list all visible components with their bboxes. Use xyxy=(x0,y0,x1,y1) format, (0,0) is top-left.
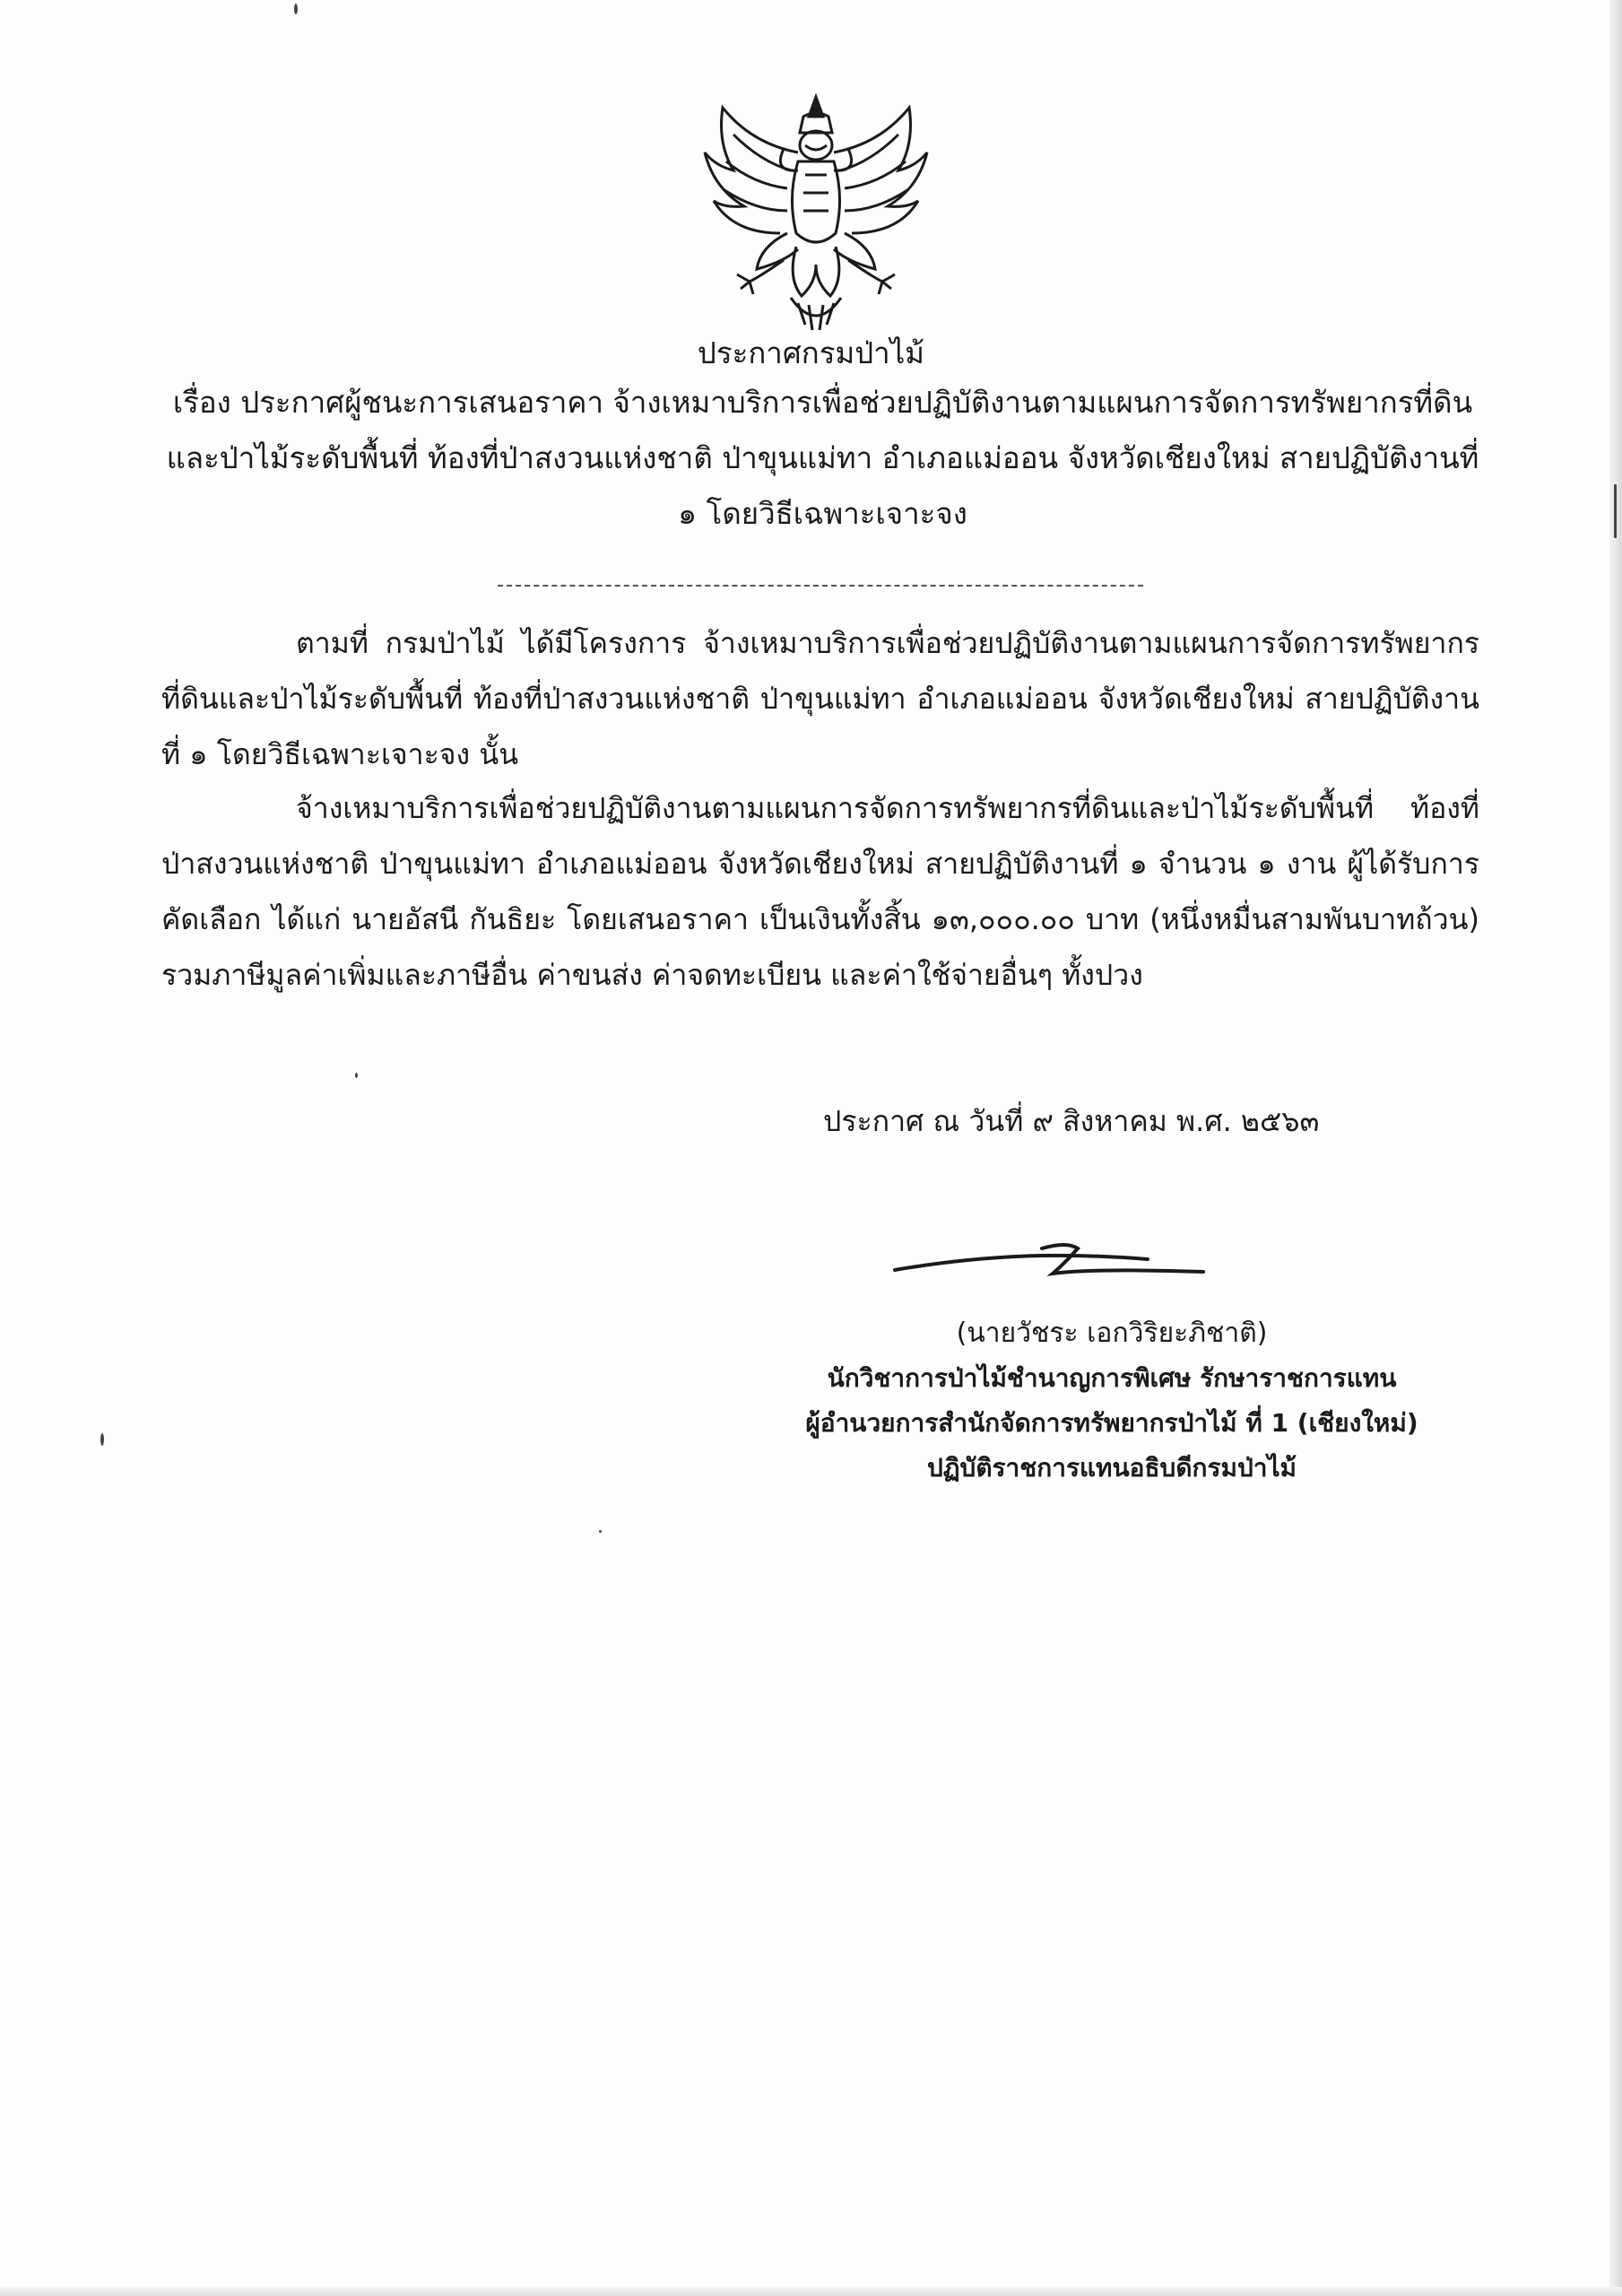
garuda-emblem-icon xyxy=(698,90,935,336)
scan-speck xyxy=(294,4,298,14)
scan-speck xyxy=(599,1530,602,1533)
signature-icon xyxy=(888,1229,1210,1300)
body-paragraph-2: จ้างเหมาบริการเพื่อช่วยปฏิบัติงานตามแผนการจัดการทรัพยากรที่ดินและป่าไม้ระดับพื้นที่ ท้องที่ป่าสงวนแห่งชาติ ป่าขุนแม่ทา อำเภอแม่ออน จังหวัดเชียงใหม่ สายปฏิบัติงานที่ ๑ จำนวน ๑ งาน ผู้ได้รับการคัดเลือก ได้แก่ นายอัสนี กันธิยะ โดยเสนอราคา เป็นเงินทั้งสิ้น ๑๓,๐๐๐.๐๐ บาท (หนึ่งหมื่นสามพันบาทถ้วน) รวมภาษีมูลค่าเพิ่มและภาษีอื่น ค่าขนส่ง ค่าจดทะเบียน และค่าใช้จ่ายอื่นๆ ทั้งปวง xyxy=(161,791,1480,992)
scan-speck xyxy=(355,1073,358,1078)
document-subject: เรื่อง ประกาศผู้ชนะการเสนอราคา จ้างเหมาบริการเพื่อช่วยปฏิบัติงานตามแผนการจัดการทรัพยากรที่ดินและป่าไม้ระดับพื้นที่ ท้องที่ป่าสงวนแห่งชาติ ป่าขุนแม่ทา อำเภอแม่ออน จังหวัดเชียงใหม่ สายปฏิบัติงานที่ ๑ โดยวิธีเฉพาะเจาะจง xyxy=(166,385,1479,531)
signatory-position-3: ปฏิบัติราชการแทนอธิบดีกรมป่าไม้ xyxy=(926,1453,1297,1483)
body-paragraph-1: ตามที่ กรมป่าไม้ ได้มีโครงการ จ้างเหมาบริการเพื่อช่วยปฏิบัติงานตามแผนการจัดการทรัพยากรที่ดินและป่าไม้ระดับพื้นที่ ท้องที่ป่าสงวนแห่งชาติ ป่าขุนแม่ทา อำเภอแม่ออน จังหวัดเชียงใหม่ สายปฏิบัติงานที่ ๑ โดยวิธีเฉพาะเจาะจง นั้น xyxy=(161,626,1479,771)
signatory-position-1: นักวิชาการป่าไม้ชำนาญการพิเศษ รักษาราชการแทน xyxy=(827,1363,1397,1393)
scan-speck xyxy=(100,1433,104,1446)
signatory-name: (นายวัชระ เอกวิริยะภิชาติ) xyxy=(956,1318,1268,1349)
scan-speck xyxy=(1614,484,1617,538)
signatory-position-2: ผู้อำนวยการสำนักจัดการทรัพยากรป่าไม้ ที่ 1 (เชียงใหม่) xyxy=(805,1408,1418,1438)
document-title: ประกาศกรมป่าไม้ xyxy=(697,335,925,370)
announcement-date: ประกาศ ณ วันที่ ๙ สิงหาคม พ.ศ. ๒๕๖๓ xyxy=(823,1104,1320,1138)
divider-line xyxy=(498,585,1143,587)
scan-edge-bottom xyxy=(0,2287,1622,2296)
signatory-block xyxy=(744,1311,1479,1491)
